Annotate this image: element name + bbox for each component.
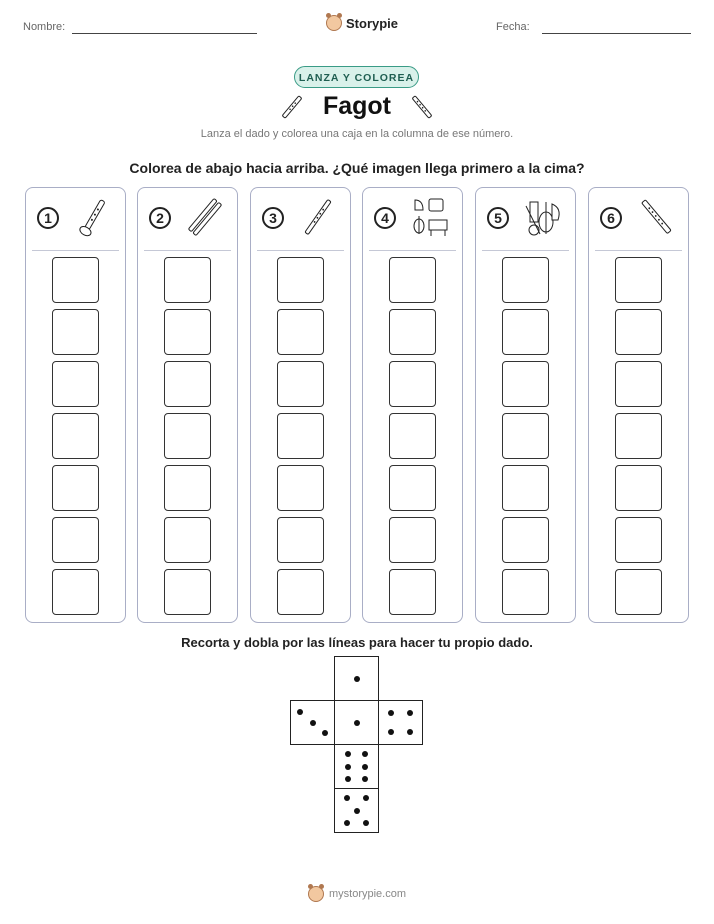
color-box[interactable] — [164, 569, 211, 615]
date-label: Fecha: — [496, 21, 530, 33]
date-line[interactable] — [542, 33, 691, 34]
instruments-pile-icon — [522, 196, 564, 238]
color-box[interactable] — [277, 413, 324, 459]
die-pip — [388, 729, 394, 735]
color-box[interactable] — [52, 309, 99, 355]
die-pip — [363, 820, 369, 826]
column-header — [138, 188, 237, 250]
color-box[interactable] — [164, 517, 211, 563]
color-box[interactable] — [389, 465, 436, 511]
die-pip — [363, 795, 369, 801]
color-box[interactable] — [502, 569, 549, 615]
die-pip — [388, 710, 394, 716]
crossed-flutes-icon — [184, 196, 226, 238]
die-pip — [344, 820, 350, 826]
column-5 — [475, 187, 576, 623]
clarinet-icon — [72, 196, 114, 238]
column-divider — [482, 250, 569, 251]
column-header — [589, 188, 688, 250]
die-pip — [345, 751, 351, 757]
name-label: Nombre: — [23, 21, 66, 33]
bear-icon — [326, 15, 342, 31]
color-box[interactable] — [389, 413, 436, 459]
color-box[interactable] — [389, 361, 436, 407]
die-pip — [310, 720, 316, 726]
die-face-4 — [378, 700, 423, 745]
recorder-icon — [297, 196, 339, 238]
flute-icon — [635, 196, 677, 238]
column-3 — [250, 187, 351, 623]
color-box[interactable] — [502, 465, 549, 511]
cut-instruction: Recorta y dobla por las líneas para hacer tu propio dado. — [181, 635, 533, 650]
column-divider — [369, 250, 456, 251]
column-header — [26, 188, 125, 250]
column-number: 2 — [149, 207, 171, 229]
color-box[interactable] — [277, 309, 324, 355]
footer — [0, 886, 714, 902]
die-pip — [354, 676, 360, 682]
instruments-collection-icon — [409, 196, 451, 238]
color-box[interactable] — [502, 309, 549, 355]
instruction-text: Colorea de abajo hacia arriba. ¿Qué imagen llega primero a la cima? — [129, 160, 585, 176]
die-face-1 — [334, 700, 379, 745]
die-pip — [354, 808, 360, 814]
color-box[interactable] — [615, 309, 662, 355]
die-pip — [362, 764, 368, 770]
recorder-right-icon — [410, 93, 434, 121]
die-pip — [297, 709, 303, 715]
color-box[interactable] — [502, 517, 549, 563]
column-header — [251, 188, 350, 250]
color-box[interactable] — [389, 569, 436, 615]
color-box[interactable] — [502, 257, 549, 303]
color-box[interactable] — [615, 257, 662, 303]
name-line[interactable] — [72, 33, 257, 34]
die-pip — [322, 730, 328, 736]
color-box[interactable] — [52, 569, 99, 615]
color-box[interactable] — [277, 517, 324, 563]
color-box[interactable] — [615, 517, 662, 563]
color-box[interactable] — [615, 361, 662, 407]
column-divider — [32, 250, 119, 251]
die-pip — [362, 751, 368, 757]
column-4 — [362, 187, 463, 623]
die-pip — [345, 764, 351, 770]
column-header — [476, 188, 575, 250]
page-title: Fagot — [322, 92, 392, 120]
color-box[interactable] — [389, 517, 436, 563]
die-face-5 — [334, 788, 379, 833]
column-number: 3 — [262, 207, 284, 229]
bear-icon — [308, 886, 324, 902]
footer-url[interactable]: mystorypie.com — [328, 888, 407, 900]
die-pip — [345, 776, 351, 782]
die-pip — [354, 720, 360, 726]
color-box[interactable] — [502, 413, 549, 459]
activity-badge: LANZA Y COLOREA — [294, 66, 419, 88]
color-box[interactable] — [389, 257, 436, 303]
die-face-6 — [334, 744, 379, 789]
column-divider — [144, 250, 231, 251]
die-pip — [362, 776, 368, 782]
color-box[interactable] — [389, 309, 436, 355]
color-box[interactable] — [52, 413, 99, 459]
color-box[interactable] — [615, 465, 662, 511]
color-box[interactable] — [277, 257, 324, 303]
color-box[interactable] — [502, 361, 549, 407]
column-number: 6 — [600, 207, 622, 229]
color-box[interactable] — [615, 569, 662, 615]
color-box[interactable] — [52, 257, 99, 303]
color-box[interactable] — [277, 465, 324, 511]
color-box[interactable] — [277, 569, 324, 615]
column-2 — [137, 187, 238, 623]
color-box[interactable] — [52, 465, 99, 511]
die-face-1 — [334, 656, 379, 701]
column-header — [363, 188, 462, 250]
die-face-3 — [290, 700, 335, 745]
die-pip — [407, 710, 413, 716]
color-box[interactable] — [164, 413, 211, 459]
page-subtitle: Lanza el dado y colorea una caja en la columna de ese número. — [200, 128, 514, 140]
die-pip — [407, 729, 413, 735]
color-box[interactable] — [164, 465, 211, 511]
column-divider — [257, 250, 344, 251]
color-box[interactable] — [164, 361, 211, 407]
logo-text: Storypie — [346, 15, 399, 31]
color-box[interactable] — [52, 361, 99, 407]
color-box[interactable] — [52, 517, 99, 563]
column-number: 4 — [374, 207, 396, 229]
column-divider — [595, 250, 682, 251]
storypie-logo — [326, 15, 398, 31]
die-pip — [344, 795, 350, 801]
column-number: 1 — [37, 207, 59, 229]
column-1 — [25, 187, 126, 623]
column-number: 5 — [487, 207, 509, 229]
color-box[interactable] — [164, 257, 211, 303]
color-box[interactable] — [277, 361, 324, 407]
color-box[interactable] — [615, 413, 662, 459]
color-box[interactable] — [164, 309, 211, 355]
column-6 — [588, 187, 689, 623]
